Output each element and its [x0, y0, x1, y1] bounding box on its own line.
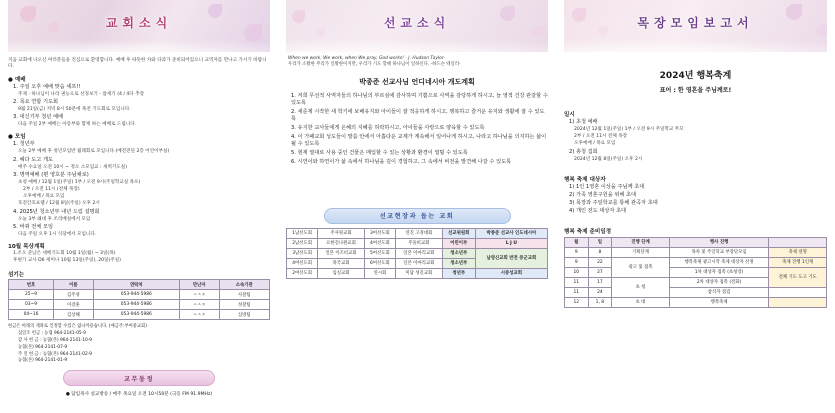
staff-cell: 03~9	[9, 300, 54, 310]
prep-col-month: 월	[565, 237, 589, 247]
mission-cell: 3남선도회	[287, 248, 318, 258]
prep-cell: 17	[588, 277, 612, 287]
mission-cell: 2남선도회	[287, 238, 318, 248]
prep-cell: 10	[565, 267, 589, 277]
prep-cell: 22	[588, 257, 612, 267]
meeting-line: 2부 / 오전 11시 (전체 목장)	[23, 187, 80, 193]
worship-line: 3. 대신기부 청년 예배	[13, 114, 63, 121]
mission-cell: 시중성교회	[475, 268, 547, 278]
section-october-plan	[8, 242, 270, 264]
table-row	[565, 267, 827, 277]
mission-cell: 3여선도회	[364, 228, 395, 238]
mission-cell: 주사원교회	[318, 228, 365, 238]
mission-cell: 4여선도회	[287, 258, 318, 268]
mission-cell: 일본 이마리교회	[395, 258, 442, 268]
october-plan-title: 10월 목상계획	[8, 244, 45, 251]
meeting-line: 5. 바뀌 전체 모임	[13, 223, 53, 230]
offering-account: 농협(본) 964-2141-01-9	[18, 358, 68, 364]
mission-cell: 5여선도회	[364, 248, 395, 258]
offering-account-block	[8, 324, 270, 364]
staff-col-team: 소속기관	[219, 280, 269, 290]
mission-cell: 남영신교회 반전 중군교회	[475, 248, 547, 268]
list-item: 5. 현재 열대로 사용 중인 건물은 매입할 수 있는 상황과 환경이 열릴 수 있도록	[291, 149, 468, 156]
worship-line: 2. 목요 연합 기도회	[13, 99, 58, 106]
mission-cell: 청소년부	[442, 248, 475, 258]
prep-cell: 9	[565, 247, 589, 257]
target-line: 4) 개인 전도 대상자 초대	[569, 207, 627, 214]
worship-line: 주제 : 하나님이 나라 권능으로 선경보기 - 참세기 (4 / 4다 추장	[18, 91, 145, 97]
mission-cell: 2여선도회	[287, 268, 318, 278]
ribbon-mission-field: 선교현장과 돕는 교회	[324, 208, 511, 224]
banner-title-mission-news: 선교소식	[383, 16, 451, 30]
schedule-line: 2024년 12월 1일(주일) 1부 / 오전 9시 주일학교 무모	[574, 127, 684, 133]
staff-cell: 053-944-5986	[93, 290, 179, 300]
mission-cell: 청소년부	[442, 258, 475, 268]
list-item: 3. 유지한 교사들에게 온혜의 지혜를 허락하시고, 아이들을 사랑으로 양육할 수 있도록	[291, 124, 485, 131]
meeting-line: 3. 명역예배 (편 영호분 주님채로)	[13, 171, 89, 178]
meeting-line: 호전간호프램 / 12월 8일(주일) 오후 2시	[18, 201, 100, 207]
offering-account: 농협(본) 964-2141-07-9	[18, 344, 68, 350]
table-row	[9, 310, 270, 320]
report-title: 2024년 행복축계	[659, 71, 732, 81]
target-heading: 행복 축제 대상자	[564, 176, 606, 183]
mission-cell: 4여선도회	[364, 238, 395, 248]
prep-heading: 행복 축제 준비일정	[564, 228, 612, 235]
mission-cell: 요한길나원교회	[318, 238, 365, 248]
table-row	[565, 297, 827, 307]
prep-cell: 2차 대상자 접촉 (전화)	[669, 277, 769, 287]
table-row	[287, 268, 548, 278]
mission-cell: 어린이부	[442, 238, 475, 248]
staff-cell: 053-944-5986	[93, 310, 179, 320]
schedule-line: 2) 총청 집회	[569, 148, 598, 155]
target-line: 3) 목장과 주일학교를 통해 관곡자 초대	[569, 199, 658, 206]
list-item: 2. 새준제 시작한 새 학기에 보배유지와 아이들이 잘 적응하게 하시고, 행복하고 즐거운 유지와 생활에 잘 수 있도록	[291, 108, 545, 123]
staff-col-met: 만난자	[179, 280, 219, 290]
schedule-line: 2024년 12월 8일(주일) 오후 2시	[574, 156, 643, 162]
prep-cell: 11	[565, 287, 589, 297]
worship-line: 다음 주일 2부 예배는 아롱부와 함께 하는 예배로 드립니다.	[18, 122, 137, 128]
prep-cell	[769, 297, 827, 307]
mission-cell: 목국교회	[318, 258, 365, 268]
mission-cell: 주돌비교회	[395, 238, 442, 248]
mission-cell: 연진 고경대회	[395, 228, 442, 238]
meeting-line: 다음 주일 오후 1시 식당에서 모임니다.	[18, 231, 97, 237]
table-row	[287, 238, 548, 248]
column-mission-news	[278, 0, 556, 413]
offering-account: 감 사 헌 금 : 농협(본) 964-2141-10-9	[18, 338, 93, 343]
prep-cell: 1, 8	[588, 297, 612, 307]
prep-cell: 기획단계	[612, 247, 670, 257]
meeting-line: 오후예배 / 목요 모임	[23, 194, 65, 200]
banner-church-news	[8, 0, 270, 52]
banner-report	[564, 0, 827, 52]
prep-cell: 행복축제 광고시작 축제 대상자 선정	[669, 257, 769, 267]
mission-cell: 선교위원회	[442, 228, 475, 238]
prep-cell: 축제 진행 1인계	[769, 257, 827, 267]
prep-table-header-row	[565, 237, 827, 247]
mission-quote	[288, 56, 546, 69]
schedule-line: 2부 / 오전 11시 전체 목장	[574, 134, 628, 140]
mission-support-table	[286, 228, 548, 279]
prep-cell: 12	[565, 297, 589, 307]
prayer-request-list	[286, 93, 548, 166]
staff-cell: 김주성	[54, 290, 94, 300]
prep-cell: 9	[565, 257, 589, 267]
prep-cell: 11	[565, 277, 589, 287]
staff-cell: 사찰팀	[219, 290, 269, 300]
staff-cell: ㅅㅅㅈ	[179, 290, 219, 300]
mission-quote-kr: 우리가 소활한 무리가 일활한이지만, 우리가 기도 할때 하나님이 일하신다. -하드슨 테일러-	[288, 62, 461, 68]
mission-cell: 미담 성길교회	[395, 268, 442, 278]
mission-cell: 일본 이조비교회	[318, 248, 365, 258]
table-row	[565, 287, 827, 297]
target-line: 2) 가족 영혼구원을 위해 초대	[569, 191, 637, 198]
schedule-line: 오후예배 / 목요 모임	[574, 141, 616, 147]
staff-table-label: 섬기는	[8, 272, 25, 279]
worship-line: 9월 21일(금) 저녁 8시 50분에 목전 기도회로 모입니다.	[18, 107, 131, 113]
meeting-line: 1. 청년부	[13, 141, 35, 148]
broadcast-footer: ● 담임목사 설교방송 / 매주 목요일 오전 10시50분 (극동 FM 91.9MHz)	[65, 392, 213, 398]
column-church-news	[0, 0, 278, 413]
prep-cell: 초 청	[612, 277, 670, 297]
prep-cell: 광고 및 접촉	[612, 257, 670, 277]
prep-cell: 1차 대상자 접촉 (초청장)	[669, 267, 769, 277]
mission-cell: 청년부	[442, 268, 475, 278]
offering-note: 헌금은 아래의 계좌로 인정할 수있은 없나까용습니다. (예금주:부여중교회)	[8, 324, 147, 330]
schedule-line: 1) 초청 예배	[569, 119, 598, 125]
staff-table-header-row	[9, 280, 270, 290]
prep-cell: 참석자 점검	[669, 287, 769, 297]
table-row	[9, 290, 270, 300]
prep-col-day: 일	[588, 237, 612, 247]
prep-col-stage: 진행 단계	[612, 237, 670, 247]
prep-cell: 전체 기도 도고 기도	[769, 267, 827, 287]
prep-cell: 초 대	[612, 297, 670, 307]
prep-cell: 27	[588, 267, 612, 277]
staff-col-name: 이름	[54, 280, 94, 290]
staff-cell: 053-944-5986	[93, 300, 179, 310]
worship-line: 1. 주일 오후 예배 맞습 셰프!!	[13, 83, 81, 90]
prep-cell	[769, 287, 827, 297]
offering-account: 십일조 헌금 : 농협 964-2141-05-9	[18, 331, 86, 337]
mission-cell: 1남선도회	[287, 228, 318, 238]
staff-cell: 25~9	[9, 290, 54, 300]
prep-cell: 축제 설명	[769, 247, 827, 257]
section-worship	[8, 75, 270, 129]
mission-cell: 임실교회	[318, 268, 365, 278]
prep-cell: 24	[588, 287, 612, 297]
staff-cell: ㅅㅅㅈ	[179, 300, 219, 310]
banner-title-church-news: 교회소식	[105, 16, 173, 30]
prep-col-extra	[769, 237, 827, 247]
meeting-line: 오늘 3부 왜대 후 조리배실에서 모임	[18, 216, 91, 222]
mission-cell: 박종준 선교사 인도네시아	[475, 228, 547, 238]
table-row	[9, 300, 270, 310]
staff-table	[8, 279, 270, 320]
prep-schedule-table	[564, 237, 827, 308]
report-subtitle: 표어 : 한 영혼을 주님께로!	[659, 87, 732, 94]
list-item: 4. 이 가패교회 성도들이 말씀 안에서 아홉다운 교제가 계속해서 일어나게 하시고, 나라고 하나님을 의지하는 삶이 될 수 있도록	[291, 133, 547, 147]
table-row	[565, 247, 827, 257]
prep-cell: 행복축제	[669, 297, 769, 307]
prep-cell: 8	[588, 247, 612, 257]
october-plan-line: 1.조오 준남은 세베기도회 10월 1일(월) ~ 3일(목)	[13, 251, 116, 257]
mission-cell: 연시회	[364, 268, 395, 278]
table-row	[287, 248, 548, 258]
section-meetings	[8, 132, 270, 238]
staff-col-no: 번호	[9, 280, 54, 290]
staff-col-phone: 연락처	[93, 280, 179, 290]
section-meetings-title: ● 모임	[8, 134, 26, 141]
offering-account: 주 일 헌 금 : 농협(본) 964-2141-02-9	[18, 351, 93, 357]
staff-cell: 심방팀	[219, 310, 269, 320]
ribbon-staff-news: 교무동정	[63, 370, 215, 386]
table-row	[565, 257, 827, 267]
section-worship-title: ● 예배	[8, 76, 26, 83]
mission-cell: 6여선도회	[364, 258, 395, 268]
staff-cell: 김상해	[54, 310, 94, 320]
meeting-line: 초청 예배 / 12월 1일(주일) 1부 / 오전 9시(주일학교실 목포)	[18, 179, 141, 185]
welcome-intro: 지음 교회에 나오신 여러분들을 진심으로 환영합니다. 예배 후 따뜻한 차와 다과가 준비되어있으니 교역자를 만나고 가시기 바랍니다.	[8, 58, 267, 70]
prep-col-event: 행사 진행	[669, 237, 769, 247]
schedule-heading: 일시	[564, 112, 575, 118]
list-item: 1. 저희 무선적 사역자들의 하나님의 부르심에 감사하며 기쁨으로 사역을 감당하게 하시고, 늘 영적 건강 관갈할 수 있도록	[291, 92, 548, 107]
target-line: 1) 1인 1영혼 이상을 주님께 초대	[569, 183, 645, 190]
meeting-line: 2. 헤다 도고 개도	[13, 156, 53, 163]
meeting-line: 오늘 2부 예배 후 청년모임반 월례회로 모입니다.(베전전단 2층 어린이부실)	[18, 149, 170, 155]
staff-cell: ㅅㅅㅈ	[179, 310, 219, 320]
missionary-headline: 박종준 선교사님 언디네시아 개도계획	[359, 77, 475, 86]
staff-cell: 04~16	[9, 310, 54, 320]
column-report	[556, 0, 835, 413]
meeting-line: 4. 2025년 청소년부 내년 드림 설명회	[13, 208, 100, 215]
banner-mission-news	[286, 0, 548, 52]
mission-cell: L J U	[475, 238, 547, 248]
staff-cell: 이강훈	[54, 300, 94, 310]
banner-title-report: 목장모임보고서	[637, 16, 754, 30]
table-row	[287, 228, 548, 238]
mission-cell: 일본 이마리교회	[395, 248, 442, 258]
staff-cell: 성찰팀	[219, 300, 269, 310]
mission-quote-en: When we work, We work, when We pray, God works! - J. Hudson Taylor-	[288, 56, 445, 61]
meeting-line: 매주 수요일 오전 10시 ~ 정오 소모임교 : 새벽기도실)	[18, 164, 128, 170]
list-item: 6. 시연이와 하연이가 삶 속에서 하나님을 깊이 경험하고, 그 속에서 비전을 발견해 나갈 수 있도록	[291, 158, 512, 165]
october-plan-line: 후편가 교사 D6 세미나 10월 13일(주일), 20일(주일)	[13, 258, 121, 264]
prep-cell: 목차 및 주일학교 부장단모임	[669, 247, 769, 257]
